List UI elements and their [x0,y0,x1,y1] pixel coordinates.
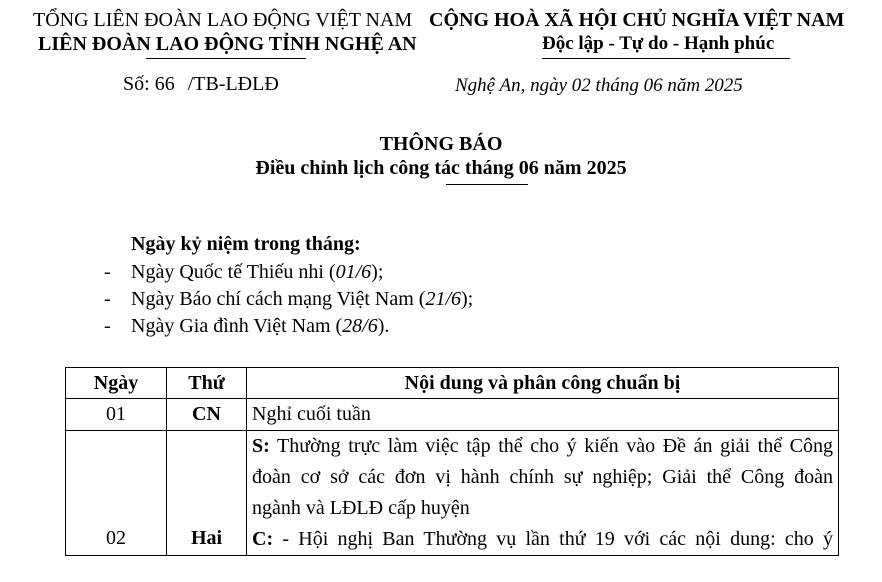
doc-suffix: /TB-LĐLĐ [187,73,279,95]
table-row [66,431,839,556]
org-underline [146,58,306,59]
nation-motto: Độc lập - Tự do - Hạnh phúc [542,33,775,54]
document-subtitle: Điều chỉnh lịch công tác tháng 06 năm 2025 [255,157,627,179]
events-heading: Ngày kỷ niệm trong tháng: [131,233,361,255]
cell-day: 02 [66,431,167,556]
document-number [123,73,279,96]
cell-weekday: Hai [167,431,247,556]
table-row [66,399,839,431]
header-day: Ngày [66,368,167,399]
cell-content: Nghỉ cuối tuần [247,399,839,431]
place-date: Nghệ An, ngày 02 tháng 06 năm 2025 [455,75,743,96]
doc-number-value: 66 [154,73,175,95]
document-title: THÔNG BÁO [379,133,503,155]
s-label: S: [252,435,270,457]
header-content: Nội dung và phân công chuẩn bị [247,368,839,399]
header-weekday: Thứ [167,368,247,399]
table-header-row [66,368,839,399]
nation-name: CỘNG HOÀ XÃ HỘI CHỦ NGHĨA VIỆT NAM [429,9,845,31]
title-underline [446,184,528,185]
org-line-1: TỔNG LIÊN ĐOÀN LAO ĐỘNG VIỆT NAM [33,9,413,31]
cell-day: 01 [66,399,167,431]
cell-weekday: CN [167,399,247,431]
cell-content: S: Thường trực làm việc tập thể cho ý kiến vào Đề án giải thể Công đoàn cơ sở các đơn vị hành chính sự nghiệp; Giải thể Công đoàn ngành và LĐLĐ cấp huyện C: - Hội nghị Ban Thường vụ lần thứ 19 với các nội dung: cho ý [247,431,839,556]
schedule-table [65,367,839,556]
doc-prefix: Số: [123,73,150,95]
c-label: C: [252,528,274,550]
motto-underline [542,58,790,59]
org-line-2: LIÊN ĐOÀN LAO ĐỘNG TỈNH NGHỆ AN [38,33,417,55]
